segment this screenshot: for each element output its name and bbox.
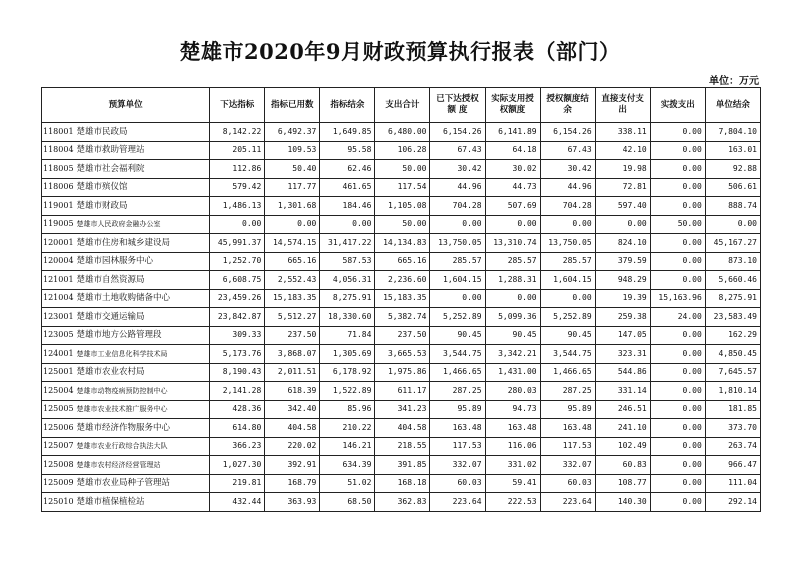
row-code: 119001 <box>42 197 75 216</box>
row-value: 544.86 <box>595 363 650 382</box>
row-value: 618.39 <box>265 382 320 401</box>
row-value: 342.40 <box>265 400 320 419</box>
row-value: 90.45 <box>430 326 485 345</box>
row-code: 118005 <box>42 160 75 179</box>
row-value: 19.39 <box>595 289 650 308</box>
row-value: 6,154.26 <box>540 123 595 142</box>
row-code: 124001 <box>42 345 75 364</box>
row-value: 45,167.27 <box>705 234 760 253</box>
report-title: 楚雄市2020年9月财政预算执行报表（部门） <box>179 39 621 64</box>
row-value: 366.23 <box>210 437 265 456</box>
row-value: 44.96 <box>540 178 595 197</box>
row-value: 1,810.14 <box>705 382 760 401</box>
header-col: 下达指标 <box>210 88 265 123</box>
row-value: 15,183.35 <box>265 289 320 308</box>
row-value: 2,141.28 <box>210 382 265 401</box>
row-value: 285.57 <box>430 252 485 271</box>
row-value: 102.49 <box>595 437 650 456</box>
row-value: 363.93 <box>265 493 320 512</box>
row-value: 0.00 <box>650 160 705 179</box>
row-code: 125010 <box>42 493 75 512</box>
row-value: 64.18 <box>485 141 540 160</box>
row-value: 50.00 <box>650 215 705 234</box>
row-code: 125007 <box>42 437 75 456</box>
row-value: 90.45 <box>540 326 595 345</box>
row-value: 62.46 <box>320 160 375 179</box>
row-value: 597.40 <box>595 197 650 216</box>
row-value: 1,105.08 <box>375 197 430 216</box>
row-value: 168.18 <box>375 474 430 493</box>
row-unit-name: 楚雄市救助管理站 <box>75 141 210 160</box>
row-code: 125001 <box>42 363 75 382</box>
row-value: 0.00 <box>210 215 265 234</box>
row-value: 461.65 <box>320 178 375 197</box>
row-value: 2,552.43 <box>265 271 320 290</box>
table-row <box>42 437 761 456</box>
row-value: 2,011.51 <box>265 363 320 382</box>
row-unit-name: 楚雄市土地收购储备中心 <box>75 289 210 308</box>
table-row <box>42 419 761 438</box>
row-value: 0.00 <box>650 400 705 419</box>
row-value: 0.00 <box>650 326 705 345</box>
row-value: 0.00 <box>650 252 705 271</box>
row-value: 5,252.89 <box>430 308 485 327</box>
row-value: 0.00 <box>650 141 705 160</box>
row-value: 362.83 <box>375 493 430 512</box>
row-value: 13,310.74 <box>485 234 540 253</box>
row-value: 14,574.15 <box>265 234 320 253</box>
row-value: 3,342.21 <box>485 345 540 364</box>
row-value: 0.00 <box>650 493 705 512</box>
row-value: 5,512.27 <box>265 308 320 327</box>
row-value: 0.00 <box>650 474 705 493</box>
table-row <box>42 197 761 216</box>
header-col: 直接支付支出 <box>595 88 650 123</box>
row-value: 6,154.26 <box>430 123 485 142</box>
row-unit-name: 楚雄市植保植检站 <box>75 493 210 512</box>
row-value: 184.46 <box>320 197 375 216</box>
header-col: 已下达授权 额 度 <box>430 88 485 123</box>
row-value: 23,583.49 <box>705 308 760 327</box>
table-row <box>42 474 761 493</box>
row-value: 665.16 <box>265 252 320 271</box>
row-value: 67.43 <box>540 141 595 160</box>
row-value: 71.84 <box>320 326 375 345</box>
row-value: 237.50 <box>265 326 320 345</box>
row-value: 50.00 <box>375 160 430 179</box>
row-value: 3,665.53 <box>375 345 430 364</box>
row-value: 507.69 <box>485 197 540 216</box>
row-value: 6,480.00 <box>375 123 430 142</box>
row-value: 614.80 <box>210 419 265 438</box>
row-value: 0.00 <box>540 289 595 308</box>
row-value: 506.61 <box>705 178 760 197</box>
row-value: 0.00 <box>595 215 650 234</box>
row-code: 125006 <box>42 419 75 438</box>
row-value: 106.28 <box>375 141 430 160</box>
row-value: 117.77 <box>265 178 320 197</box>
row-value: 6,608.75 <box>210 271 265 290</box>
row-value: 146.21 <box>320 437 375 456</box>
row-value: 24.00 <box>650 308 705 327</box>
row-value: 112.86 <box>210 160 265 179</box>
row-code: 121004 <box>42 289 75 308</box>
row-value: 163.48 <box>540 419 595 438</box>
row-value: 331.14 <box>595 382 650 401</box>
row-value: 391.85 <box>375 456 430 475</box>
row-unit-name: 楚雄市自然资源局 <box>75 271 210 290</box>
row-value: 0.00 <box>705 215 760 234</box>
row-value: 222.53 <box>485 493 540 512</box>
row-value: 95.58 <box>320 141 375 160</box>
row-value: 704.28 <box>430 197 485 216</box>
row-value: 0.00 <box>320 215 375 234</box>
row-value: 210.22 <box>320 419 375 438</box>
table-row <box>42 345 761 364</box>
row-value: 162.29 <box>705 326 760 345</box>
row-value: 15,163.96 <box>650 289 705 308</box>
header-unit: 预算单位 <box>42 88 210 123</box>
row-value: 611.17 <box>375 382 430 401</box>
row-value: 332.07 <box>430 456 485 475</box>
row-code: 120001 <box>42 234 75 253</box>
row-value: 1,975.86 <box>375 363 430 382</box>
row-value: 30.42 <box>540 160 595 179</box>
row-value: 223.64 <box>540 493 595 512</box>
header-col: 指标结余 <box>320 88 375 123</box>
row-code: 123005 <box>42 326 75 345</box>
row-value: 966.47 <box>705 456 760 475</box>
row-value: 285.57 <box>485 252 540 271</box>
row-value: 331.02 <box>485 456 540 475</box>
row-code: 123001 <box>42 308 75 327</box>
row-value: 0.00 <box>650 178 705 197</box>
row-value: 888.74 <box>705 197 760 216</box>
row-value: 92.88 <box>705 160 760 179</box>
table-row <box>42 141 761 160</box>
row-value: 8,275.91 <box>320 289 375 308</box>
row-value: 1,288.31 <box>485 271 540 290</box>
row-value: 1,522.89 <box>320 382 375 401</box>
row-value: 241.10 <box>595 419 650 438</box>
header-col: 实拨支出 <box>650 88 705 123</box>
table-row <box>42 326 761 345</box>
unit-label: 单位：万元 <box>709 76 759 87</box>
row-value: 392.91 <box>265 456 320 475</box>
row-value: 0.00 <box>650 271 705 290</box>
row-value: 163.48 <box>485 419 540 438</box>
row-value: 23,459.26 <box>210 289 265 308</box>
row-value: 263.74 <box>705 437 760 456</box>
row-value: 30.42 <box>430 160 485 179</box>
row-value: 72.81 <box>595 178 650 197</box>
row-value: 246.51 <box>595 400 650 419</box>
row-value: 634.39 <box>320 456 375 475</box>
table-row <box>42 289 761 308</box>
row-value: 220.02 <box>265 437 320 456</box>
row-code: 125009 <box>42 474 75 493</box>
row-value: 1,301.68 <box>265 197 320 216</box>
row-value: 8,142.22 <box>210 123 265 142</box>
row-value: 5,173.76 <box>210 345 265 364</box>
row-value: 259.38 <box>595 308 650 327</box>
row-unit-name: 楚雄市住房和城乡建设局 <box>75 234 210 253</box>
row-value: 0.00 <box>650 234 705 253</box>
row-value: 3,868.07 <box>265 345 320 364</box>
row-unit-name: 楚雄市农业农村局 <box>75 363 210 382</box>
row-value: 309.33 <box>210 326 265 345</box>
row-value: 15,183.35 <box>375 289 430 308</box>
row-value: 5,252.89 <box>540 308 595 327</box>
row-value: 1,466.65 <box>430 363 485 382</box>
row-unit-name: 楚雄市交通运输局 <box>75 308 210 327</box>
row-value: 23,842.87 <box>210 308 265 327</box>
row-value: 379.59 <box>595 252 650 271</box>
row-value: 5,660.46 <box>705 271 760 290</box>
table-row <box>42 252 761 271</box>
budget-table <box>41 87 761 512</box>
row-unit-name: 楚雄市动物疫病预防控制中心 <box>75 382 210 401</box>
row-value: 0.00 <box>650 123 705 142</box>
row-value: 704.28 <box>540 197 595 216</box>
row-value: 8,275.91 <box>705 289 760 308</box>
row-value: 205.11 <box>210 141 265 160</box>
row-value: 181.85 <box>705 400 760 419</box>
row-value: 85.96 <box>320 400 375 419</box>
row-value: 6,178.92 <box>320 363 375 382</box>
row-value: 1,649.85 <box>320 123 375 142</box>
table-row <box>42 160 761 179</box>
table-row <box>42 382 761 401</box>
header-col: 单位结余 <box>705 88 760 123</box>
table-row <box>42 308 761 327</box>
row-value: 0.00 <box>650 345 705 364</box>
row-value: 587.53 <box>320 252 375 271</box>
row-value: 0.00 <box>650 419 705 438</box>
header-col: 支出合计 <box>375 88 430 123</box>
header-col: 授权额度结余 <box>540 88 595 123</box>
row-value: 332.07 <box>540 456 595 475</box>
row-value: 147.05 <box>595 326 650 345</box>
row-value: 14,134.83 <box>375 234 430 253</box>
row-value: 117.54 <box>375 178 430 197</box>
row-value: 95.89 <box>430 400 485 419</box>
row-value: 30.02 <box>485 160 540 179</box>
row-value: 1,604.15 <box>430 271 485 290</box>
row-value: 292.14 <box>705 493 760 512</box>
row-value: 404.58 <box>265 419 320 438</box>
row-value: 323.31 <box>595 345 650 364</box>
row-value: 13,750.05 <box>540 234 595 253</box>
row-value: 237.50 <box>375 326 430 345</box>
row-value: 1,431.00 <box>485 363 540 382</box>
row-value: 8,190.43 <box>210 363 265 382</box>
row-value: 4,056.31 <box>320 271 375 290</box>
row-value: 0.00 <box>265 215 320 234</box>
row-value: 18,330.60 <box>320 308 375 327</box>
table-row <box>42 271 761 290</box>
row-value: 1,252.70 <box>210 252 265 271</box>
row-value: 94.73 <box>485 400 540 419</box>
row-value: 1,466.65 <box>540 363 595 382</box>
row-value: 60.03 <box>540 474 595 493</box>
row-value: 341.23 <box>375 400 430 419</box>
row-value: 163.01 <box>705 141 760 160</box>
row-value: 117.53 <box>540 437 595 456</box>
row-value: 287.25 <box>540 382 595 401</box>
row-value: 873.10 <box>705 252 760 271</box>
row-unit-name: 楚雄市社会福利院 <box>75 160 210 179</box>
row-unit-name: 楚雄市经济作物服务中心 <box>75 419 210 438</box>
row-value: 0.00 <box>485 215 540 234</box>
row-value: 2,236.60 <box>375 271 430 290</box>
row-value: 5,382.74 <box>375 308 430 327</box>
row-value: 219.81 <box>210 474 265 493</box>
row-unit-name: 楚雄市工业信息化科学技术局 <box>75 345 210 364</box>
row-value: 109.53 <box>265 141 320 160</box>
row-value: 0.00 <box>650 456 705 475</box>
row-value: 579.42 <box>210 178 265 197</box>
row-unit-name: 楚雄市民政局 <box>75 123 210 142</box>
row-value: 168.79 <box>265 474 320 493</box>
row-unit-name: 楚雄市农村经济经营管理站 <box>75 456 210 475</box>
row-value: 60.03 <box>430 474 485 493</box>
row-value: 6,492.37 <box>265 123 320 142</box>
row-unit-name: 楚雄市人民政府金融办公室 <box>75 215 210 234</box>
row-value: 3,544.75 <box>430 345 485 364</box>
row-unit-name: 楚雄市农业技术推广服务中心 <box>75 400 210 419</box>
table-row <box>42 234 761 253</box>
row-value: 1,027.30 <box>210 456 265 475</box>
table-row <box>42 400 761 419</box>
row-value: 51.02 <box>320 474 375 493</box>
row-value: 45,991.37 <box>210 234 265 253</box>
row-value: 111.04 <box>705 474 760 493</box>
row-value: 116.06 <box>485 437 540 456</box>
row-code: 121001 <box>42 271 75 290</box>
row-value: 1,305.69 <box>320 345 375 364</box>
row-value: 338.11 <box>595 123 650 142</box>
row-value: 3,544.75 <box>540 345 595 364</box>
row-code: 125005 <box>42 400 75 419</box>
row-value: 428.36 <box>210 400 265 419</box>
row-value: 117.53 <box>430 437 485 456</box>
row-code: 125008 <box>42 456 75 475</box>
row-value: 68.50 <box>320 493 375 512</box>
row-code: 118001 <box>42 123 75 142</box>
row-value: 7,645.57 <box>705 363 760 382</box>
row-value: 60.83 <box>595 456 650 475</box>
row-value: 404.58 <box>375 419 430 438</box>
row-value: 948.29 <box>595 271 650 290</box>
row-value: 0.00 <box>650 363 705 382</box>
row-value: 59.41 <box>485 474 540 493</box>
row-value: 223.64 <box>430 493 485 512</box>
table-row <box>42 493 761 512</box>
row-value: 0.00 <box>485 289 540 308</box>
row-value: 1,604.15 <box>540 271 595 290</box>
row-code: 119005 <box>42 215 75 234</box>
row-value: 50.40 <box>265 160 320 179</box>
table-row <box>42 215 761 234</box>
row-value: 287.25 <box>430 382 485 401</box>
row-value: 0.00 <box>650 382 705 401</box>
row-value: 1,486.13 <box>210 197 265 216</box>
row-value: 373.70 <box>705 419 760 438</box>
row-value: 7,804.10 <box>705 123 760 142</box>
header-col: 实际支用授权额度 <box>485 88 540 123</box>
row-value: 218.55 <box>375 437 430 456</box>
row-value: 50.00 <box>375 215 430 234</box>
row-unit-name: 楚雄市农业局种子管理站 <box>75 474 210 493</box>
row-unit-name: 楚雄市园林服务中心 <box>75 252 210 271</box>
row-value: 140.30 <box>595 493 650 512</box>
row-value: 44.73 <box>485 178 540 197</box>
table-row <box>42 456 761 475</box>
table-header-row <box>42 88 761 123</box>
row-value: 13,750.05 <box>430 234 485 253</box>
row-value: 285.57 <box>540 252 595 271</box>
row-value: 108.77 <box>595 474 650 493</box>
row-value: 19.98 <box>595 160 650 179</box>
row-code: 125004 <box>42 382 75 401</box>
row-value: 0.00 <box>430 215 485 234</box>
row-value: 280.03 <box>485 382 540 401</box>
table-row <box>42 178 761 197</box>
row-value: 42.10 <box>595 141 650 160</box>
row-value: 5,099.36 <box>485 308 540 327</box>
row-value: 665.16 <box>375 252 430 271</box>
row-value: 824.10 <box>595 234 650 253</box>
row-value: 432.44 <box>210 493 265 512</box>
row-value: 0.00 <box>650 437 705 456</box>
row-code: 120004 <box>42 252 75 271</box>
row-unit-name: 楚雄市殡仪馆 <box>75 178 210 197</box>
row-value: 0.00 <box>650 197 705 216</box>
header-col: 指标已用数 <box>265 88 320 123</box>
row-value: 95.89 <box>540 400 595 419</box>
row-unit-name: 楚雄市农业行政综合执法大队 <box>75 437 210 456</box>
row-value: 31,417.22 <box>320 234 375 253</box>
row-value: 163.48 <box>430 419 485 438</box>
table-row <box>42 123 761 142</box>
row-value: 0.00 <box>540 215 595 234</box>
row-value: 67.43 <box>430 141 485 160</box>
row-value: 0.00 <box>430 289 485 308</box>
row-value: 90.45 <box>485 326 540 345</box>
row-code: 118004 <box>42 141 75 160</box>
row-unit-name: 楚雄市财政局 <box>75 197 210 216</box>
row-unit-name: 楚雄市地方公路管理段 <box>75 326 210 345</box>
row-value: 4,850.45 <box>705 345 760 364</box>
table-row <box>42 363 761 382</box>
row-value: 6,141.89 <box>485 123 540 142</box>
row-value: 44.96 <box>430 178 485 197</box>
row-code: 118006 <box>42 178 75 197</box>
